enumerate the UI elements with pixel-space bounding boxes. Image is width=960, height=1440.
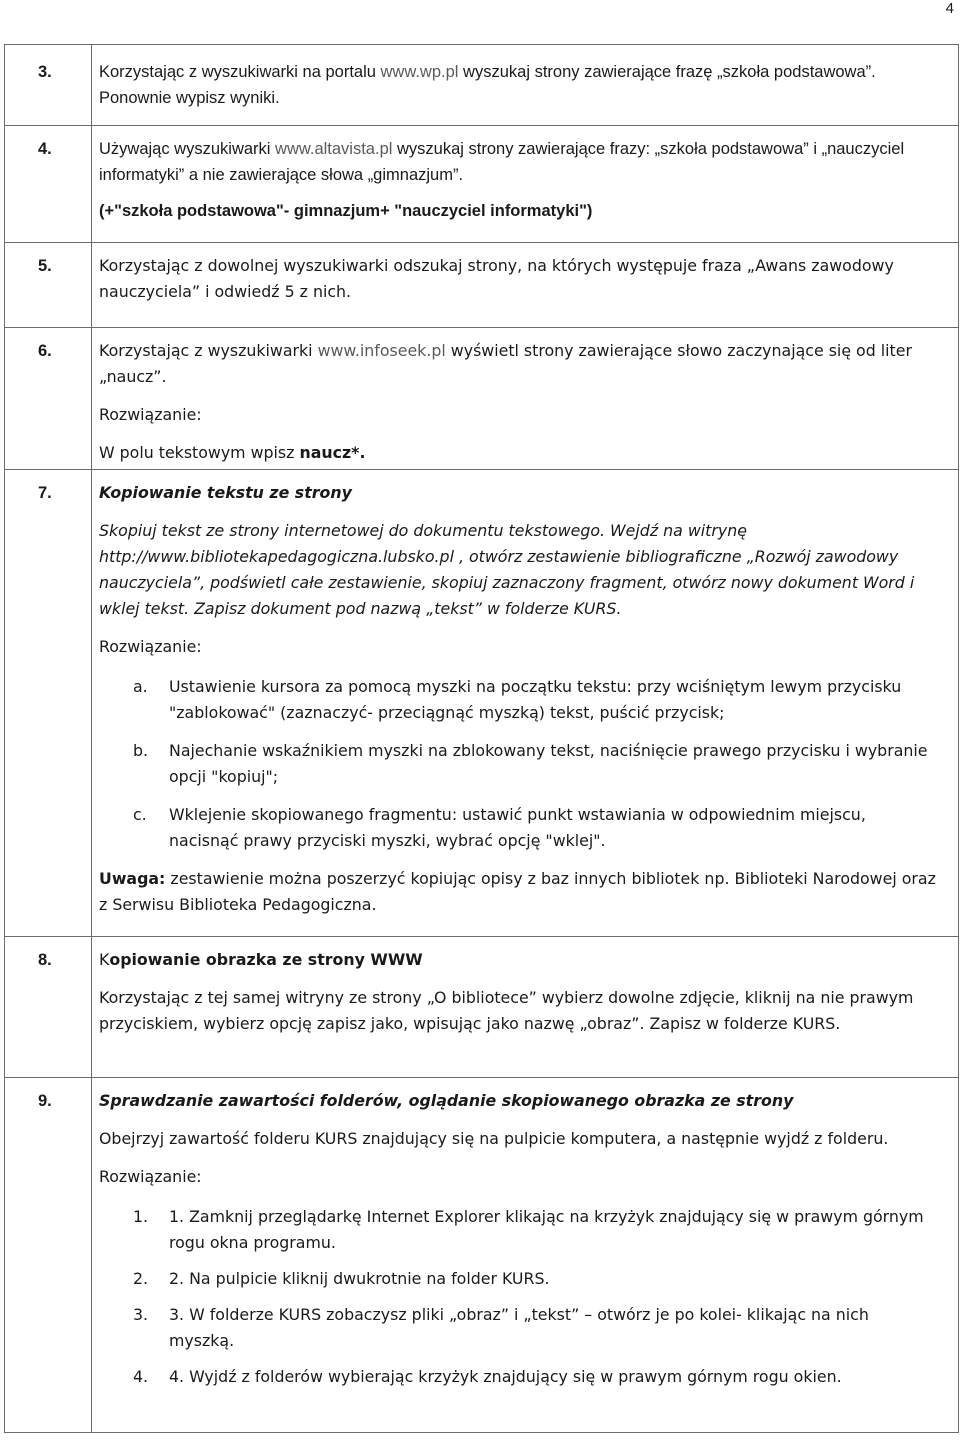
note (99, 866, 936, 918)
step-text: 2. Na pulpicie kliknij dwukrotnie na folder KURS. (169, 1269, 550, 1288)
task-7-body (92, 470, 959, 937)
step-label: 1. (133, 1207, 149, 1226)
step-text: 3. W folderze KURS zobaczysz pliki „obraz” i „tekst” – otwórz je po kolei- klikając na nich myszką. (169, 1305, 869, 1350)
task-5-body (92, 243, 959, 328)
step-label: a. (133, 677, 148, 696)
task-title: Sprawdzanie zawartości folderów, oglądanie skopiowanego obrazka ze strony (99, 1091, 794, 1110)
task-9-text: Obejrzyj zawartość folderu KURS znajdujący się na pulpicie komputera, a następnie wyjdź z folderu. (99, 1129, 889, 1148)
task-number: 3. (5, 45, 92, 126)
step-text: Ustawienie kursora za pomocą myszki na początku tekstu: przy wciśniętym lewym przycisku "zablokować" (zaznaczyć- przeciągnąć myszką) tekst, puścić przycisk; (169, 677, 902, 722)
task-row-3 (5, 45, 959, 126)
step-item (99, 738, 936, 790)
task-8-body (92, 937, 959, 1078)
solution-label: Rozwiązanie: (99, 1167, 202, 1186)
task-8-text: Korzystając z tej samej witryny ze strony „O bibliotece” wybierz dowolne zdjęcie, kliknij na nie prawym przyciskiem, wybierz opcję zapisz jako, wpisując jako nazwę „obraz”. Zapisz w folderze KURS. (99, 988, 914, 1033)
text: wyszukaj strony zawierające frazy: „szkoła podstawowa” i „nauczyciel informatyki” a nie zawierające słowa „gimnazjum”. (99, 140, 905, 184)
step-label: 3. (133, 1305, 149, 1324)
text: Korzystając z wyszukiwarki (99, 341, 318, 360)
text: wyszukaj strony zawierające frazę „szkoła podstawowa”. Ponownie wypisz wyniki. (99, 63, 876, 107)
task-row-6 (5, 328, 959, 470)
text: W polu tekstowym wpisz (99, 443, 300, 462)
solution-label: Rozwiązanie: (99, 637, 202, 656)
portal-link[interactable]: www.infoseek.pl (317, 341, 446, 360)
text: wyświetl strony zawierające słowo zaczynające się od liter „naucz”. (99, 341, 912, 386)
note-label: Uwaga: (99, 869, 166, 888)
task-number: 4. (5, 126, 92, 243)
task-number: 6. (5, 328, 92, 470)
step-text: 4. Wyjdź z folderów wybierając krzyżyk znajdujący się w prawym górnym rogu okien. (169, 1367, 842, 1386)
task-table (4, 44, 959, 1433)
step-item (99, 1204, 936, 1256)
search-query: (+"szkoła podstawowa"- gimnazjum+ "nauczyciel informatyki") (99, 202, 593, 220)
step-label: b. (133, 741, 149, 760)
portal-link[interactable]: www.altavista.pl (275, 140, 393, 158)
step-label: c. (133, 805, 147, 824)
step-text: Wklejenie skopiowanego fragmentu: ustawić punkt wstawiania w odpowiednim miejscu, nacisnąć prawy przyciski myszki, wybrać opcję "wklej". (169, 805, 866, 850)
step-item (99, 1302, 936, 1354)
step-text: 1. Zamknij przeglądarkę Internet Explorer klikając na krzyżyk znajdujący się w prawym górnym rogu okna programu. (169, 1207, 924, 1252)
step-label: 4. (133, 1367, 149, 1386)
task-number: 5. (5, 243, 92, 328)
task-title: Kopiowanie tekstu ze strony (99, 483, 352, 502)
task-number: 7. (5, 470, 92, 937)
solution-label: Rozwiązanie: (99, 405, 202, 424)
title-text: opiowanie obrazka ze strony WWW (109, 950, 423, 969)
portal-link[interactable]: www.wp.pl (380, 63, 459, 81)
step-text: Najechanie wskaźnikiem myszki na zblokowany tekst, naciśnięcie prawego przycisku i wybranie opcji "kopiuj"; (169, 741, 928, 786)
note-text: zestawienie można poszerzyć kopiując opisy z baz innych bibliotek np. Biblioteki Narodowej oraz z Serwisu Biblioteka Pedagogiczna. (99, 869, 936, 914)
task-row-5 (5, 243, 959, 328)
task-7-intro: Skopiuj tekst ze strony internetowej do dokumentu tekstowego. Wejdź na witrynę http://www.bibliotekapedagogiczna.lubsko.pl , otwórz zestawienie bibliograficzne „Rozwój zawodowy nauczyciela”, podświetl całe zestawienie, skopiuj zaznaczony fragment, otwórz nowy dokument Word i wklej tekst. Zapisz dokument pod nazwą „tekst” w folderze KURS. (99, 521, 915, 618)
task-row-8 (5, 937, 959, 1078)
task-number: 8. (5, 937, 92, 1078)
text: Używając wyszukiwarki (99, 140, 276, 158)
task-row-9 (5, 1078, 959, 1433)
step-item (99, 674, 936, 726)
task-3-text (99, 59, 936, 111)
task-6-body (92, 328, 959, 470)
step-item (99, 802, 936, 854)
task-5-text: Korzystając z dowolnej wyszukiwarki odszukaj strony, na których występuje fraza „Awans zawodowy nauczyciela” i odwiedź 5 z nich. (99, 256, 894, 301)
task-row-4 (5, 126, 959, 243)
task-number: 9. (5, 1078, 92, 1433)
task-9-body (92, 1078, 959, 1433)
task-6-text (99, 338, 936, 390)
solution-text (99, 440, 936, 466)
task-title (99, 947, 936, 973)
task-3-body (92, 45, 959, 126)
step-item (99, 1364, 936, 1390)
text: Korzystając z wyszukiwarki na portalu (99, 63, 381, 81)
task-4-text (99, 136, 936, 188)
title-initial: K (99, 950, 110, 969)
step-label: 2. (133, 1269, 149, 1288)
step-item (99, 1266, 936, 1292)
task-4-body (92, 126, 959, 243)
search-term: naucz*. (299, 443, 366, 462)
page-number: 4 (945, 0, 954, 17)
task-row-7 (5, 470, 959, 937)
